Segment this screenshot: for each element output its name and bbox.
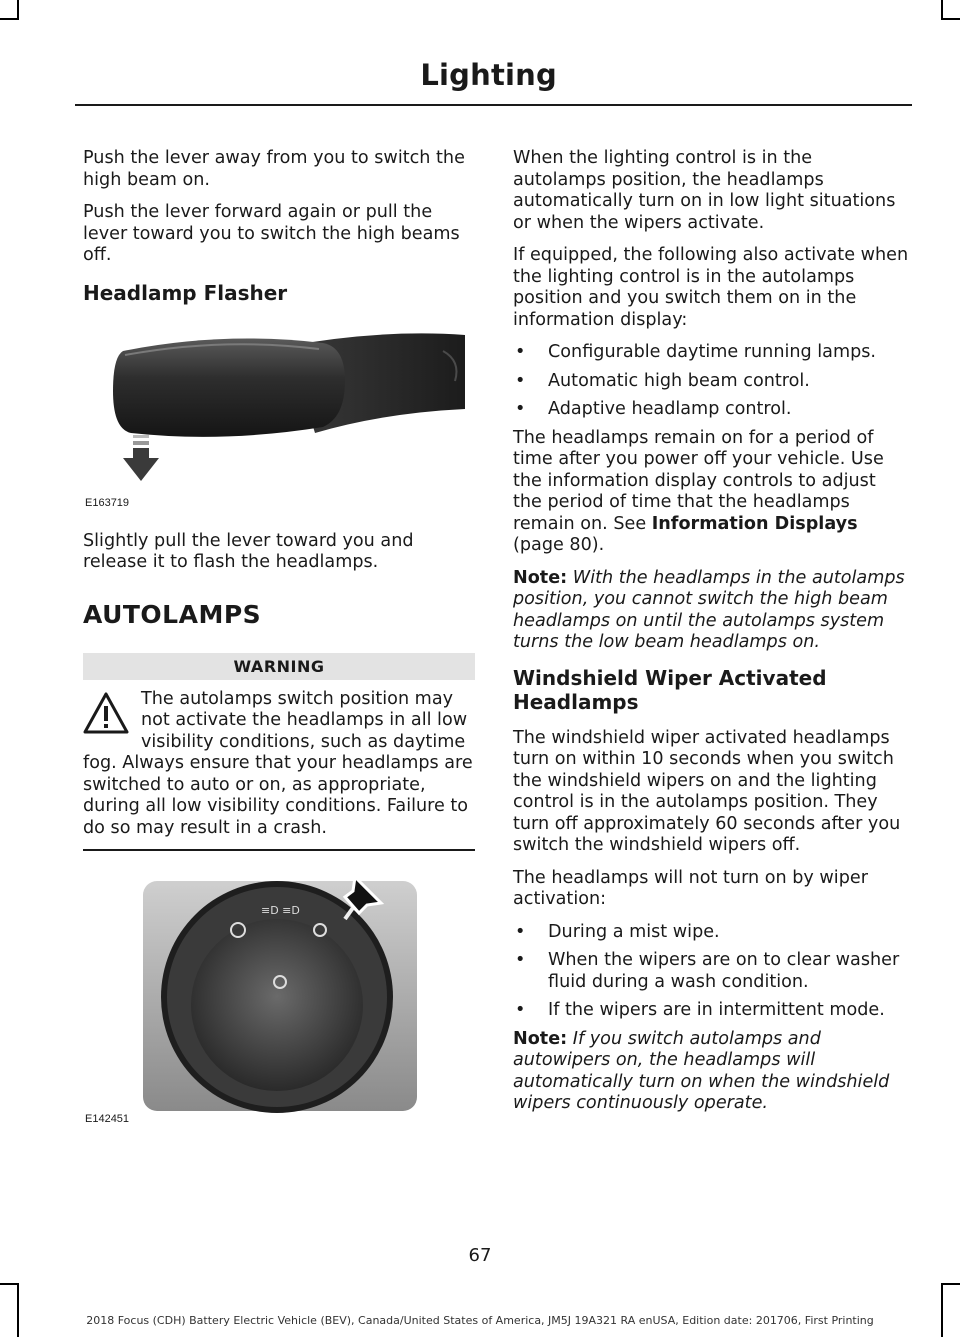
- section-title-autolamps: AUTOLAMPS: [83, 599, 262, 629]
- headlamp-switch-illustration: [83, 867, 475, 1127]
- note-label: Note:: [513, 567, 568, 588]
- paragraph: The headlamps remain on for a period of time after you power off your vehicle. Use the information display controls to adjust the period of time that the headlamps remain on. See Information Displays (page 80).: [513, 427, 884, 555]
- crop-mark: [941, 1283, 960, 1285]
- crop-mark: [0, 1283, 19, 1285]
- cross-reference-link[interactable]: Information Displays: [651, 513, 858, 534]
- wiper-conditions-list: [513, 922, 909, 1022]
- warning-box: [83, 653, 475, 851]
- paragraph: Push the lever forward again or pull the lever toward you to switch the high beams off.: [83, 202, 460, 265]
- crop-mark: [17, 0, 19, 20]
- paragraph: Push the lever away from you to switch the high beam on.: [83, 148, 465, 190]
- crop-mark: [941, 0, 943, 20]
- warning-body: [83, 680, 475, 851]
- subheading-headlamp-flasher: Headlamp Flasher: [83, 280, 288, 305]
- warning-text: The autolamps switch position may not activate the headlamps in all low visibility conditions, such as daytime fog. Always ensure that your headlamps are switched to auto or on, as appropriate, during all low visibility conditions. Failure to do so may result in a crash.: [83, 688, 473, 838]
- note-label: Note:: [513, 1028, 568, 1049]
- lever-illustration: [83, 321, 475, 511]
- page-title: Lighting: [420, 58, 557, 92]
- figure-code: E142451: [85, 1112, 130, 1125]
- list-item: • During a mist wipe.: [515, 921, 720, 942]
- crop-mark: [941, 1283, 943, 1337]
- header-divider: [75, 104, 912, 106]
- figure-code: E163719: [85, 496, 130, 509]
- crop-mark: [0, 18, 19, 20]
- paragraph: If equipped, the following also activate when the lighting control is in the autolamps position and you switch them on in the information display:: [513, 245, 909, 330]
- paragraph: Slightly pull the lever toward you and release it to flash the headlamps.: [83, 530, 414, 572]
- figure-headlamp-switch: [83, 867, 475, 1127]
- warning-divider: [83, 849, 475, 851]
- list-item: • When the wipers are on to clear washer fluid during a wash condition.: [515, 950, 900, 992]
- crop-mark: [941, 18, 960, 20]
- page-number: 67: [468, 1245, 492, 1266]
- right-column: [513, 148, 909, 1126]
- paragraph: The windshield wiper activated headlamps turn on within 10 seconds when you switch the windshield wipers on and the lighting control is in the autolamps position. They turn off approximately 60 seconds after you switch the windshield wipers off.: [513, 727, 901, 855]
- svg-text:≡D ≡D: ≡D ≡D: [261, 903, 300, 917]
- crop-mark: [17, 1283, 19, 1337]
- note: Note: With the headlamps in the autolamps position, you cannot switch the high beam headlamps on until the autolamps system turns the low beam headlamps on.: [513, 567, 905, 652]
- paragraph: When the lighting control is in the autolamps position, the headlamps automatically turn on in low light situations or when the wipers activate.: [513, 148, 896, 233]
- subheading-wiper-headlamps: Windshield Wiper Activated Headlamps: [513, 665, 827, 714]
- list-item: • If the wipers are in intermittent mode.: [515, 1000, 885, 1020]
- paragraph: The headlamps will not turn on by wiper activation:: [513, 867, 868, 909]
- list-item: • Configurable daytime running lamps.: [515, 342, 877, 362]
- footer-edition-info: 2018 Focus (CDH) Battery Electric Vehicle (BEV), Canada/United States of America, JM5J 19A321 RA enUSA, Edition date: 201706, First Printing: [86, 1314, 874, 1327]
- warning-label: WARNING: [83, 653, 475, 680]
- figure-lever: [83, 321, 475, 511]
- daytime-features-list: [513, 342, 909, 421]
- note: Note: If you switch autolamps and autowipers on, the headlamps will automatically turn on when the windshield wipers continuously operate.: [513, 1028, 890, 1113]
- list-item: • Automatic high beam control.: [515, 370, 810, 391]
- list-item: • Adaptive headlamp control.: [515, 399, 792, 419]
- warning-triangle-icon: [83, 691, 129, 735]
- left-column: [83, 148, 475, 1127]
